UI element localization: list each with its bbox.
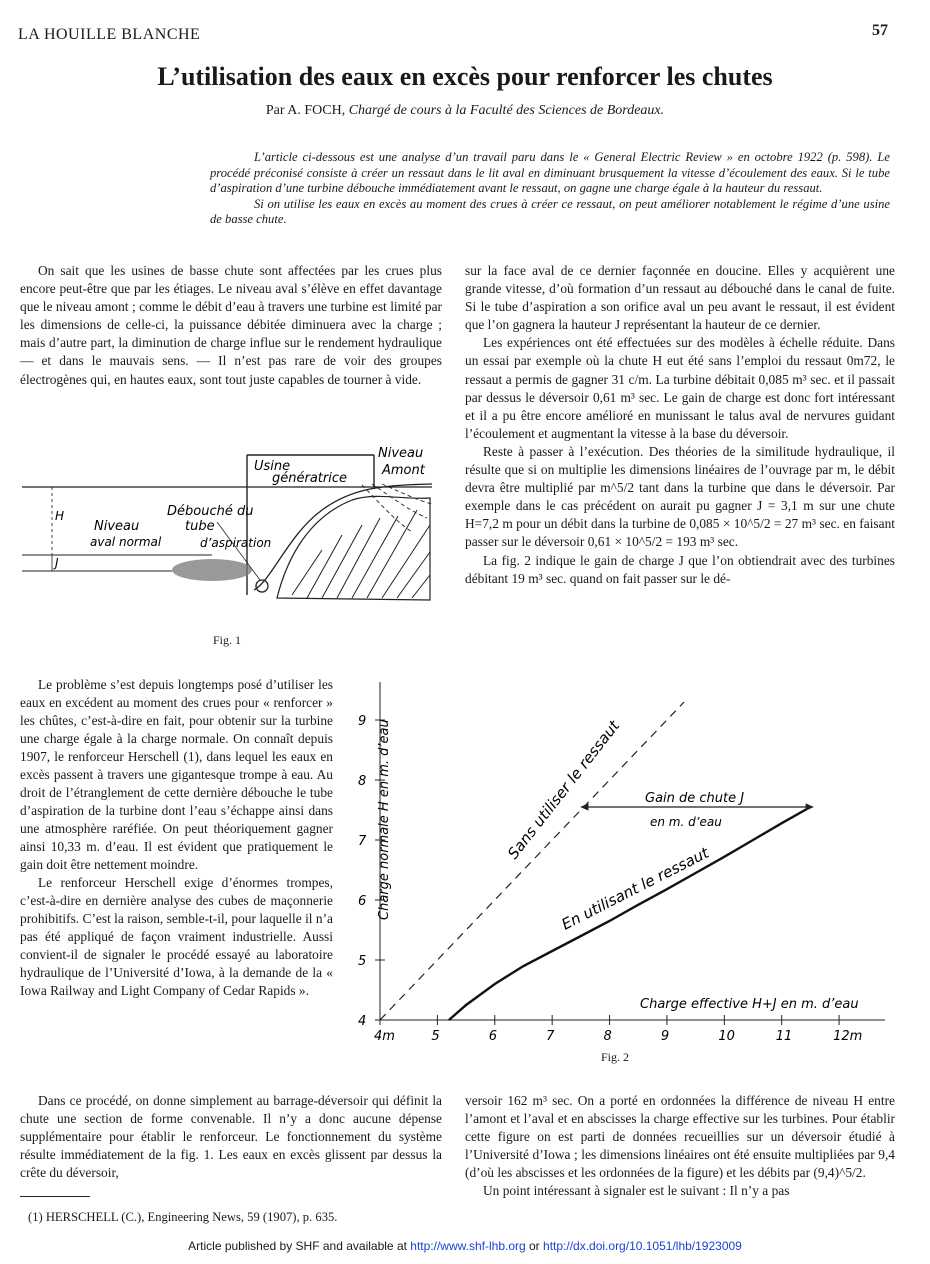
- body-paragraph: Dans ce procédé, on donne simplement au barrage-déversoir qui définit la chute une section de forme convenable. Il n’y a donc aucune dépense supplémentaire pour établir le renforceur. Le fonctionnement du système résulte immédiatement de la fig. 1. Les eaux en excès glissent par dessus la crête du déversoir,: [20, 1093, 442, 1181]
- x-tick-label: 10: [718, 1029, 735, 1040]
- y-axis-label: Charge normale H en m. d’eau: [377, 719, 392, 920]
- series-label-sans: Sans utiliser le ressaut: [503, 717, 624, 863]
- body-paragraph: Reste à passer à l’exécution. Des théories de la similitude hydraulique, il résulte que si on multiplie les dimensions linéaires de l’ouvrage par m, le débit devra être multiplié par m^5/2 tant dans la turbine que dans le déversoir. Par exemple dans le cas précédent on aurait pu gagner J = 3,1 m sur une chute H=7,2 m pour un débit dans la turbine de 0,085 × 10^5/2 = 27 m³ sec. en faisant passer sur le déversoir 0,61 × 10^5/2 = 193 m³ sec.: [465, 443, 895, 550]
- footnote-rule: [20, 1196, 90, 1197]
- x-tick-label: 5: [431, 1029, 440, 1040]
- label-aval-normal: aval normal: [90, 535, 162, 549]
- publisher-footer: [0, 1239, 930, 1253]
- label-J: J: [55, 556, 59, 570]
- body-paragraph: On sait que les usines de basse chute sont affectées par les crues plus encore peut-être que par les étiages. Le niveau aval s’élève en effet davantage que le niveau amont ; comme le débit d’eau à travers une turbine est limité par les dimensions de celle-ci, la puissance débitée diminuera avec la charge ; mais d’autre part, la diminution de charge influe sur le rendement hydraulique — et dans le mauvais sens. — Il n’est pas rare de voir des groupes électrogènes qui, en hautes eaux, sont tout juste capables de tourner à vide.: [20, 263, 442, 387]
- y-tick-label: 8: [358, 774, 367, 789]
- shf-link[interactable]: http://www.shf-lhb.org: [410, 1239, 526, 1253]
- footer-text-or: or: [525, 1239, 544, 1253]
- y-tick-label: 7: [358, 834, 367, 849]
- y-tick-label: 5: [358, 954, 367, 969]
- abstract: [210, 150, 890, 228]
- abstract-paragraph: L’article ci-dessous est une analyse d’un travail paru dans le « General Electric Review » en octobre 1922 (p. 598). Le procédé préconisé consiste à créer un ressaut dans le lit aval en diminuant brusquement la vitesse d’écoulement des eaux. Si le tube d’aspiration d’une turbine débouche immédiatement avant le ressaut, on gagne une charge égale à la hauteur du ressaut.: [210, 150, 890, 196]
- label-usine: Usine: [254, 459, 291, 474]
- series-sans-ressaut-line: [380, 702, 684, 1020]
- label-amont: Amont: [382, 463, 425, 478]
- x-tick-label: 8: [603, 1029, 612, 1040]
- x-tick-label: 9: [660, 1029, 670, 1040]
- label-H: H: [55, 509, 65, 523]
- byline: [0, 103, 930, 119]
- label-aspiration: d’aspiration: [200, 536, 272, 550]
- body-column-left-top: [20, 262, 442, 389]
- label-generatrice: génératrice: [272, 471, 347, 486]
- body-paragraph: versoir 162 m³ sec. On a porté en ordonnées la différence de niveau H entre l’amont et l’aval et en abscisses la charge effective sur les turbines. Pour établir cette figure on est parti de données recueillies sur un déversoir étudié à l’Université d’Iowa ; les dimensions linéaires ont été ensuite multipliées par 9,4 (d’où les abscisses et les ordonnées de la figure) et les débits par (9,4)^5/2.: [465, 1093, 895, 1181]
- author-affiliation: Chargé de cours à la Faculté des Sciences de Bordeaux.: [348, 103, 665, 118]
- x-tick-label: 7: [546, 1029, 555, 1040]
- body-column-right-top: [465, 262, 895, 588]
- footnote: (1) HERSCHELL (C.), Engineering News, 59 (1907), p. 635.: [28, 1210, 338, 1224]
- journal-name: LA HOUILLE BLANCHE: [18, 26, 201, 43]
- weir-hatching: [292, 510, 430, 598]
- body-paragraph: sur la face aval de ce dernier façonnée en doucine. Elles y acquièrent une grande vitesse, d’où formation d’un ressaut au débouché dans le canal de fuite. Si le tube d’aspiration a son orifice aval un peu avant le ressaut, il est évident que l’on gagnera la hauteur J représentant la hauteur de ce dernier.: [465, 263, 895, 333]
- series-avec-ressaut-line: [449, 807, 811, 1020]
- author: Par A. FOCH,: [265, 103, 346, 118]
- gain-label-units: en m. d’eau: [650, 815, 722, 829]
- figure-2-chart: [340, 680, 900, 1040]
- overflow-surface: [254, 484, 432, 590]
- body-paragraph: La fig. 2 indique le gain de charge J que l’on obtiendrait avec des turbines débitant 19 m³ sec. quand on fait passer sur le dé-: [465, 552, 895, 586]
- draft-tube-outlet: [256, 580, 268, 592]
- x-axis-label: Charge effective H+J en m. d’eau: [640, 997, 859, 1012]
- footer-text: Article published by SHF and available at: [188, 1239, 411, 1253]
- x-tick-label: 6: [488, 1029, 498, 1040]
- y-tick-label: 4: [358, 1014, 367, 1029]
- series-label-avec: En utilisant le ressaut: [558, 843, 712, 934]
- y-tick-label: 9: [358, 714, 367, 729]
- streamlines: [362, 484, 432, 532]
- abstract-paragraph: Si on utilise les eaux en excès au moment des crues à créer ce ressaut, on peut améliorer notablement le régime d’une usine de basse chute.: [210, 196, 890, 227]
- figure-1-diagram: [22, 440, 442, 630]
- hydraulic-jump: [172, 559, 252, 581]
- page-number: 57: [872, 22, 888, 39]
- body-column-right-bottom: [465, 1092, 895, 1201]
- body-paragraph: Le renforceur Herschell exige d’énormes trompes, c’est-à-dire en dernière analyse des cubes de maçonnerie prohibitifs. C’est la raison, semble-t-il, pour laquelle il n’a pas été appliqué de façon vraiment industrielle. Aussi convient-il de signaler le procédé essayé au laboratoire hydraulique de l’Université d’Iowa, à la demande de la « Iowa Railway and Light Company of Cedar Rapids ».: [20, 875, 333, 998]
- body-column-left-bottom: [20, 1092, 442, 1182]
- x-tick-label: 4m: [374, 1029, 395, 1040]
- figure-2-caption: Fig. 2: [601, 1050, 630, 1064]
- label-tube: tube: [185, 519, 215, 534]
- y-tick-label: 6: [358, 894, 367, 909]
- x-tick-label: 11: [775, 1029, 793, 1040]
- body-paragraph: Le problème s’est depuis longtemps posé d’utiliser les eaux en excédent au moment des crues pour « renforcer » les chûtes, c’est-à-dire en fait, pour obtenir sur la turbine une charge égale à la charge normale. On connaît depuis 1907, le renforceur Herschell (1), dans lequel les eaux en excès passent à travers une gigantesque trompe à eau. Au droit de l’étranglement de cette dernière débouche le tube d’aspiration de la turbine dont l’eau s’échappe ainsi dans une atmosphère raréfiée. On peut théoriquement gagner ainsi 10,33 m. d’eau. Il est évident que pratiquement le gain doit être nettement moindre.: [20, 677, 333, 872]
- gain-label: Gain de chute J: [645, 791, 745, 806]
- body-paragraph: Les expériences ont été effectuées sur des modèles à échelle réduite. Dans un essai par exemple où la chute H eut été sans l’emploi du ressaut 0m72, le ressaut a permis de gagner 31 c/m. La turbine débitait 0,085 m³ sec. et il passait par dessus le déversoir 0,61 m³ sec. Le gain de charge est donc fort intéressant et il a pu être encore amélioré en munissant le talus aval de nervures guidant l’écoulement et augmentant la vitesse à la base du déversoir.: [465, 335, 895, 441]
- x-tick-label: 12m: [833, 1029, 863, 1040]
- label-niveau-aval: Niveau: [94, 519, 140, 534]
- figure-1-caption: Fig. 1: [213, 633, 242, 647]
- article-title: L’utilisation des eaux en excès pour renforcer les chutes: [157, 62, 773, 91]
- body-column-left-middle: [20, 676, 333, 1000]
- body-paragraph: Un point intéressant à signaler est le suivant : Il n’y a pas: [483, 1183, 790, 1199]
- doi-link[interactable]: http://dx.doi.org/10.1051/lhb/1923009: [543, 1239, 742, 1253]
- label-debouche: Débouché du: [167, 504, 254, 519]
- label-niveau-amont: Niveau: [378, 446, 424, 461]
